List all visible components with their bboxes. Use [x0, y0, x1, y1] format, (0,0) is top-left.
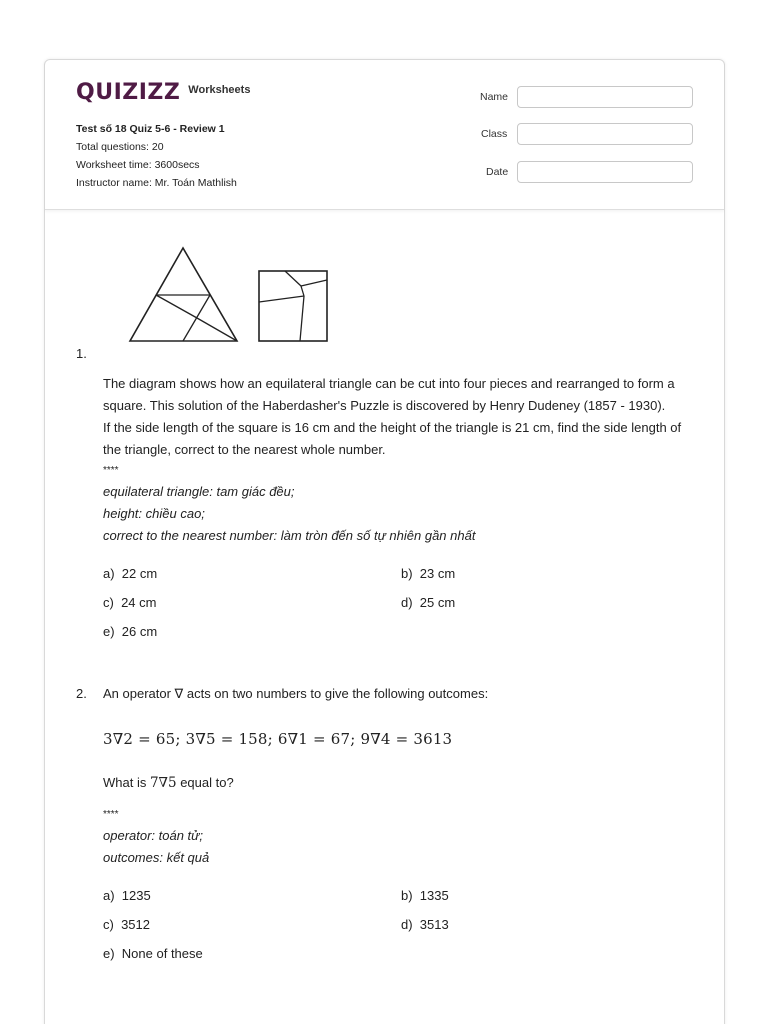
equations-line: 3∇2 = 65; 3∇5 = 158; 6∇1 = 67; 9∇4 = 3613 — [103, 730, 453, 748]
glossary-line: outcomes: kết quả — [103, 850, 210, 865]
question-line: The diagram shows how an equilateral triangle can be cut into four pieces and rearranged to form a — [103, 376, 675, 391]
option-a[interactable] — [103, 888, 151, 903]
worksheet-time: Worksheet time: 3600secs — [76, 159, 200, 171]
question-line: square. This solution of the Haberdasher's Puzzle is discovered by Henry Dudeney (1857 - 1930). — [103, 398, 666, 413]
option-a[interactable] — [103, 566, 157, 581]
question-1-text — [103, 373, 703, 547]
option-text: 1235 — [121, 888, 151, 903]
question-line: the triangle, correct to the nearest whole number. — [103, 442, 386, 457]
question-2-intro: An operator ∇ acts on two numbers to give the following outcomes: — [103, 686, 489, 701]
option-e[interactable] — [103, 946, 203, 961]
separator: **** — [103, 465, 119, 476]
question-2-notes — [103, 805, 209, 869]
option-c[interactable] — [103, 917, 150, 932]
ask-expression: 7∇5 — [149, 775, 177, 791]
ask-prefix: What is — [103, 775, 150, 790]
option-letter: d) — [401, 595, 413, 610]
option-letter: c) — [103, 917, 114, 932]
name-label: Name — [480, 91, 509, 103]
option-letter: b) — [401, 888, 413, 903]
separator: **** — [103, 809, 119, 820]
date-field[interactable] — [517, 161, 693, 183]
logo-wordmark: QUIZIZZ — [76, 80, 181, 105]
option-letter: c) — [103, 595, 114, 610]
option-e[interactable] — [103, 624, 157, 639]
logo-subtitle: Worksheets — [188, 84, 251, 96]
worksheet-title: Test số 18 Quiz 5-6 - Review 1 — [76, 123, 225, 135]
glossary-line: correct to the nearest number: làm tròn đến số tự nhiên gần nhất — [103, 528, 476, 543]
option-text: 22 cm — [121, 566, 158, 581]
option-letter: e) — [103, 624, 115, 639]
option-b[interactable] — [401, 888, 449, 903]
option-text: 1335 — [419, 888, 449, 903]
question-number: 1. — [76, 346, 87, 361]
option-text: 26 cm — [121, 624, 158, 639]
glossary-line: operator: toán tử; — [103, 828, 204, 843]
worksheet-meta — [76, 120, 237, 192]
option-letter: a) — [103, 566, 115, 581]
haberdasher-puzzle-diagram — [125, 240, 360, 352]
option-d[interactable] — [401, 595, 455, 610]
worksheet-header — [45, 60, 724, 210]
option-letter: d) — [401, 917, 413, 932]
option-text: 3513 — [419, 917, 449, 932]
quizizz-logo — [76, 80, 250, 105]
class-label: Class — [481, 128, 508, 140]
question-2-ask — [103, 775, 234, 791]
date-label: Date — [486, 166, 509, 178]
question-line: If the side length of the square is 16 cm and the height of the triangle is 21 cm, find the side length of — [103, 420, 682, 435]
option-d[interactable] — [401, 917, 449, 932]
question-number: 2. — [76, 686, 87, 701]
option-text: None of these — [121, 946, 203, 961]
option-text: 25 cm — [419, 595, 456, 610]
option-text: 24 cm — [121, 595, 157, 610]
option-text: 3512 — [121, 917, 150, 932]
glossary-line: equilateral triangle: tam giác đều; — [103, 484, 295, 499]
glossary-line: height: chiều cao; — [103, 506, 205, 521]
option-letter: a) — [103, 888, 115, 903]
class-field[interactable] — [517, 123, 693, 145]
ask-suffix: equal to? — [176, 775, 234, 790]
name-field[interactable] — [517, 86, 693, 108]
option-letter: b) — [401, 566, 413, 581]
total-questions: Total questions: 20 — [76, 141, 164, 153]
option-c[interactable] — [103, 595, 156, 610]
option-text: 23 cm — [419, 566, 456, 581]
instructor-name: Instructor name: Mr. Toán Mathlish — [76, 177, 237, 189]
option-letter: e) — [103, 946, 115, 961]
option-b[interactable] — [401, 566, 455, 581]
worksheet-card — [44, 59, 725, 1024]
